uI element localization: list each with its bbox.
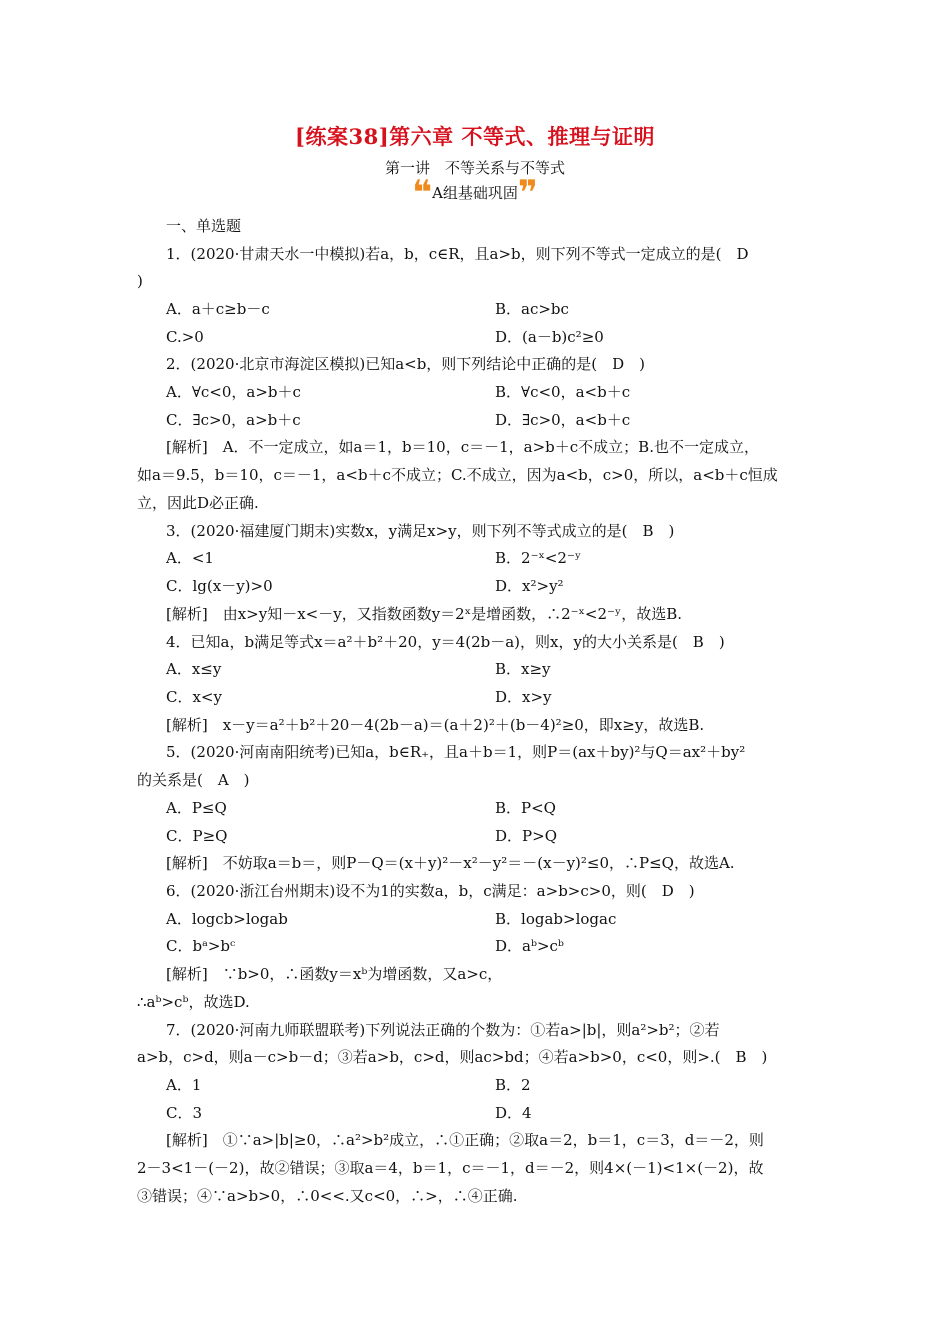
q4-option-a: A．x≤y	[166, 660, 222, 678]
q7-analysis-line-3: ③错误；④∵a>b>0，∴0<<.又c<0，∴>，∴④正确.	[137, 1187, 518, 1205]
q6-stem: 6．(2020·浙江台州期末)设不为1的实数a，b，c满足：a>b>c>0，则( D )	[166, 882, 695, 900]
q2-option-c: C．∃c>0，a>b＋c	[166, 411, 301, 429]
q7-stem-line-1: 7．(2020·河南九师联盟联考)下列说法正确的个数为：①若a>|b|，则a²>b²；②若	[166, 1021, 720, 1039]
q2-analysis-line-3: 立，因此D必正确.	[137, 494, 259, 512]
q4-option-c: C．x<y	[166, 688, 222, 706]
q7-analysis-line-1: [解析] ①∵a>|b|≥0，∴a²>b²成立，∴①正确；②取a＝2，b＝1，c＝3，d＝－2，则	[166, 1131, 764, 1149]
q7-option-d: D．4	[495, 1104, 532, 1122]
q1-stem: 1．(2020·甘肃天水一中模拟)若a，b，c∈R，且a>b，则下列不等式一定成立的是( D	[166, 245, 749, 263]
q3-option-b: B．2⁻ˣ<2⁻ʸ	[495, 549, 582, 567]
open-quote-icon: ❝	[412, 173, 433, 213]
q6-option-c: C．bᵃ>bᶜ	[166, 937, 236, 955]
q1-option-b: B．ac>bc	[495, 300, 569, 318]
q5-analysis: [解析] 不妨取a＝b＝，则P－Q＝(x＋y)²－x²－y²＝－(x－y)²≤0，∴P≤Q，故选A.	[166, 854, 735, 872]
q6-option-b: B．logab>logac	[495, 910, 617, 928]
q3-analysis: [解析] 由x>y知－x<－y，又指数函数y＝2ˣ是增函数，∴2⁻ˣ<2⁻ʸ，故选B.	[166, 605, 683, 623]
q3-option-d: D．x²>y²	[495, 577, 564, 595]
q4-option-d: D．x>y	[495, 688, 552, 706]
q7-option-c: C．3	[166, 1104, 203, 1122]
q7-option-b: B．2	[495, 1076, 531, 1094]
q5-option-d: D．P>Q	[495, 827, 557, 845]
q3-option-c: C．lg(x－y)>0	[166, 577, 273, 595]
q5-stem: 5．(2020·河南南阳统考)已知a，b∈R₊，且a＋b＝1，则P＝(ax＋by)²与Q＝ax²＋by²	[166, 743, 746, 761]
q1-option-d: D．(a－b)c²≥0	[495, 328, 604, 346]
q5-option-c: C．P≥Q	[166, 827, 228, 845]
q4-analysis: [解析] x－y＝a²＋b²＋20－4(2b－a)＝(a＋2)²＋(b－4)²≥0，即x≥y，故选B.	[166, 716, 705, 734]
q2-option-d: D．∃c>0，a<b＋c	[495, 411, 631, 429]
q7-stem-line-2: a>b，c>d，则a－c>b－d；③若a>b，c>d，则ac>bd；④若a>b>0，c<0，则>.( B )	[137, 1048, 768, 1066]
q6-analysis-line-2: ∴aᵇ>cᵇ，故选D.	[137, 993, 250, 1011]
q5-stem-cont: 的关系是( A )	[137, 771, 250, 789]
lecture-subtitle: 第一讲 不等关系与不等式	[384, 159, 565, 177]
q2-analysis-line-2: 如a＝9.5，b＝10，c＝－1，a<b＋c不成立；C.不成立，因为a<b，c>0，所以，a<b＋c恒成	[137, 466, 778, 484]
q6-option-d: D．aᵇ>cᵇ	[495, 937, 564, 955]
q5-option-b: B．P<Q	[495, 799, 556, 817]
page-title: [练案38]第六章 不等式、推理与证明	[295, 124, 655, 149]
q4-option-b: B．x≥y	[495, 660, 551, 678]
q4-stem: 4．已知a，b满足等式x＝a²＋b²＋20，y＝4(2b－a)，则x，y的大小关系是( B )	[166, 633, 725, 651]
q1-stem-cont: )	[137, 272, 143, 290]
section-heading: 一、单选题	[166, 217, 242, 235]
q1-option-a: A．a＋c≥b－c	[166, 300, 270, 318]
q2-stem: 2．(2020·北京市海淀区模拟)已知a<b，则下列结论中正确的是( D )	[166, 355, 646, 373]
q1-option-c: C.>0	[166, 328, 204, 346]
q2-analysis-line-1: [解析] A．不一定成立，如a＝1，b＝10，c＝－1，a>b＋c不成立；B.也不一定成立，	[166, 438, 759, 456]
q7-option-a: A．1	[166, 1076, 202, 1094]
q6-option-a: A．logcb>logab	[166, 910, 288, 928]
group-heading	[0, 173, 950, 213]
q2-option-b: B．∀c<0，a<b＋c	[495, 383, 631, 401]
q5-option-a: A．P≤Q	[166, 799, 227, 817]
q6-analysis-line-1: [解析] ∵b>0，∴函数y＝xᵇ为增函数，又a>c，	[166, 965, 503, 983]
close-quote-icon: ❞	[517, 173, 538, 213]
q2-option-a: A．∀c<0，a>b＋c	[166, 383, 301, 401]
group-label: A组基础巩固	[432, 184, 518, 202]
q3-option-a: A．<1	[166, 549, 214, 567]
q7-analysis-line-2: 2－3<1－(－2)，故②错误；③取a＝4，b＝1，c＝－1，d＝－2，则4×(－1)<1×(－2)，故	[137, 1159, 764, 1177]
q3-stem: 3．(2020·福建厦门期末)实数x，y满足x>y，则下列不等式成立的是( B )	[166, 522, 675, 540]
